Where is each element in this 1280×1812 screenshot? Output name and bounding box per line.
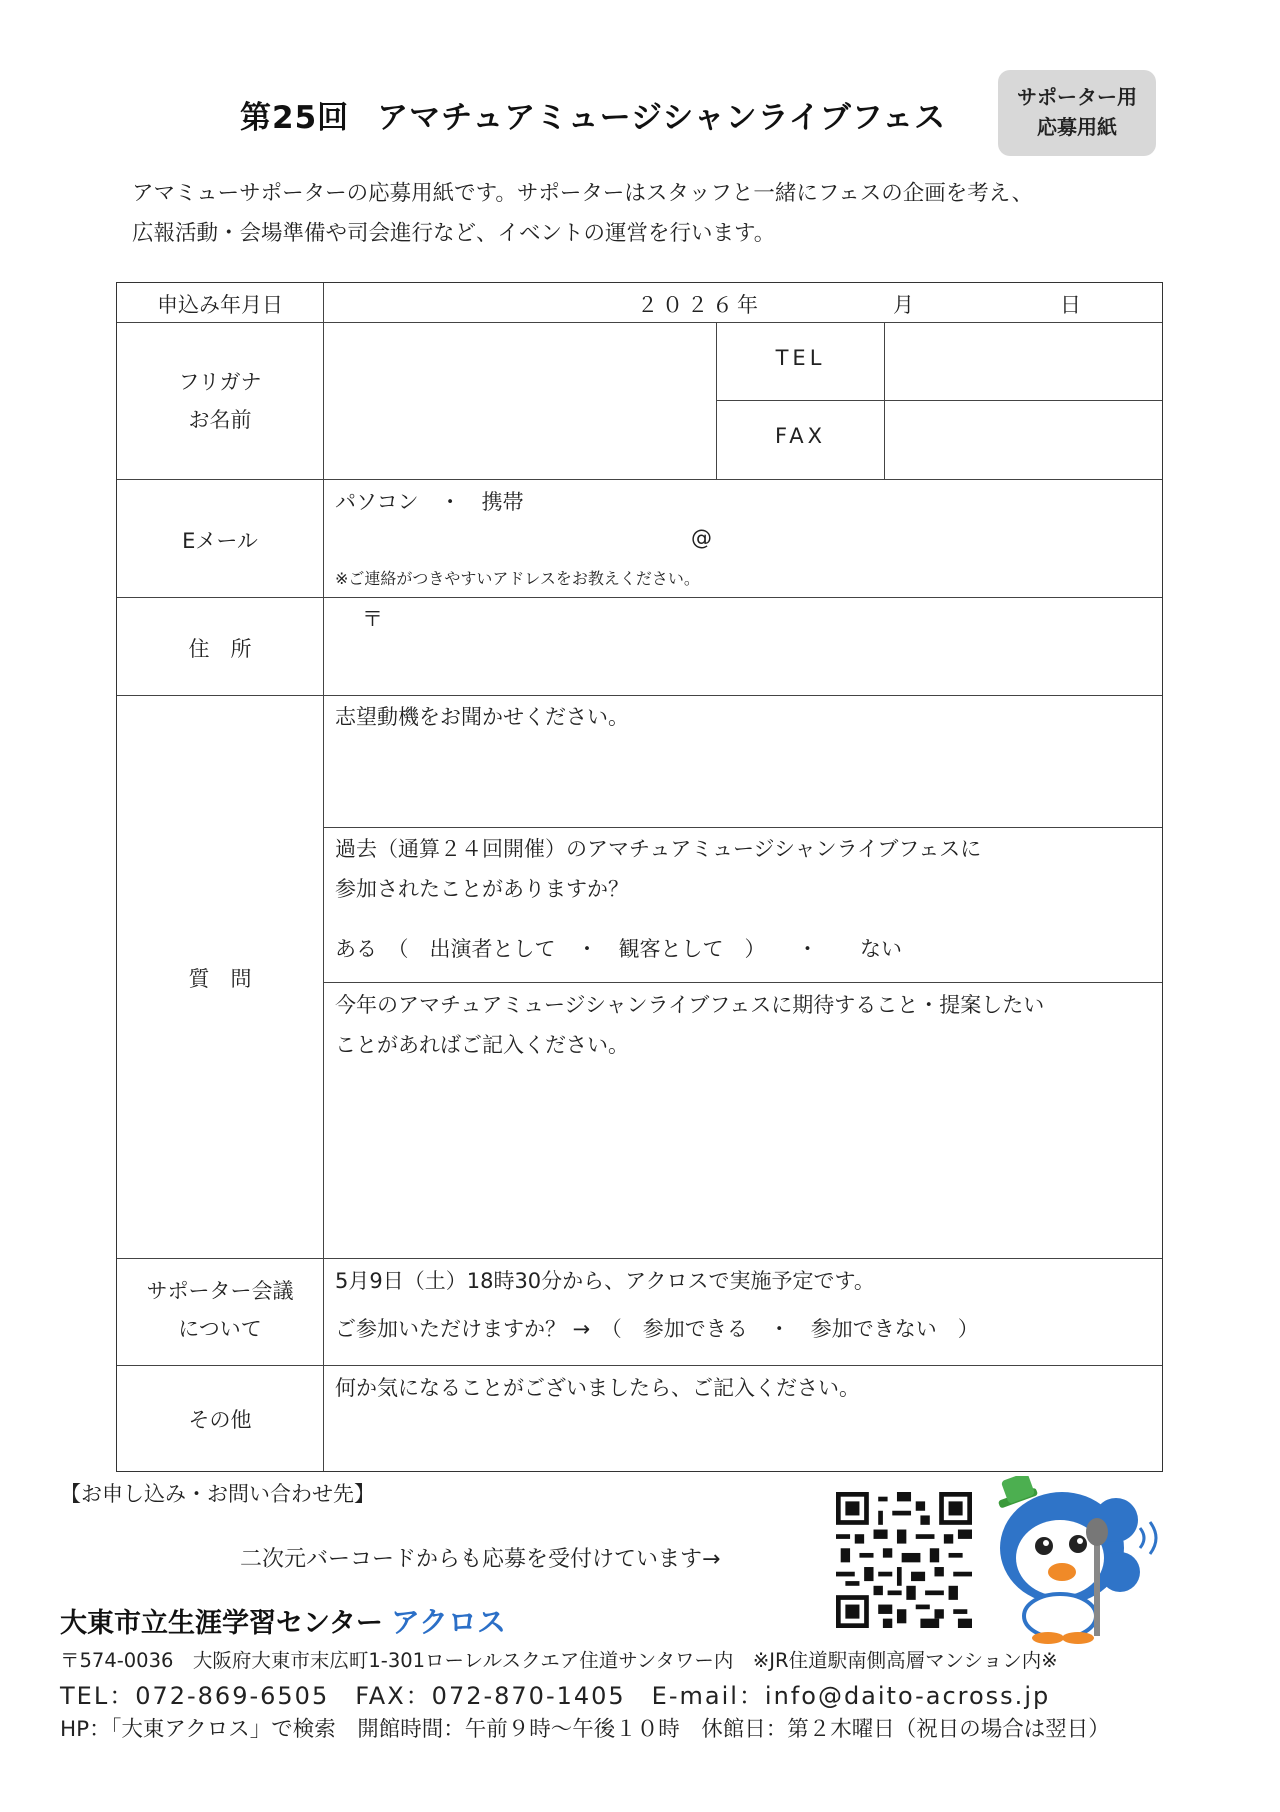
row-divider: [117, 479, 1162, 480]
row-divider: [117, 695, 1162, 696]
question-past-participation-line-2: 参加されたことがありますか？: [335, 877, 629, 901]
other-label: その他: [188, 1408, 252, 1432]
meeting-label-line-1: サポーター会議: [146, 1279, 294, 1303]
meeting-label-line-2: について: [178, 1317, 262, 1341]
furigana-label: フリガナ: [178, 370, 262, 394]
name-field[interactable]: [324, 323, 715, 478]
row-divider: [323, 982, 1162, 983]
title-edition: 第25回: [240, 100, 350, 136]
contact-line: TEL：072-869-6505 FAX：072-870-1405 E-mail：info@daito-across.jp: [60, 1682, 1051, 1710]
badge-line-1: サポーター用: [1017, 85, 1137, 109]
meeting-attendance-options[interactable]: ご参加いただけますか？ → （ 参加できる ・ 参加できない ）: [335, 1317, 979, 1341]
org-name-text: 大東市立生涯学習センター: [60, 1608, 383, 1639]
row-divider: [117, 1365, 1162, 1366]
past-participation-options[interactable]: ある （ 出演者として ・ 観客として ） ・ ない: [335, 937, 902, 961]
date-day: 日: [1060, 293, 1081, 317]
question-expectations-line-2: ことがあればご記入ください。: [335, 1033, 629, 1057]
intro-line-2: 広報活動・会場準備や司会進行など、イベントの運営を行います。: [132, 221, 776, 246]
hours-line: HP：「大東アクロス」で検索 開館時間：午前９時～午後１０時 休館日：第２木曜日（祝日の場合は翌日）: [60, 1717, 1110, 1742]
address-line: 〒574-0036 大阪府大東市末広町1-301ローレルスクエア住道サンタワー内 ※JR住道駅南側高層マンション内※: [60, 1649, 1058, 1672]
intro-text: [132, 174, 1033, 254]
date-year: ２０２６年: [637, 293, 762, 317]
email-label: Eメール: [182, 529, 258, 553]
question-motivation: 志望動機をお聞かせください。: [335, 705, 629, 729]
fax-field[interactable]: [885, 401, 1162, 478]
qr-note: 二次元バーコードからも応募を受付けています→: [240, 1547, 721, 1572]
name-label: お名前: [188, 408, 252, 432]
page-title: [240, 92, 946, 137]
row-divider: [117, 597, 1162, 598]
tel-field[interactable]: [885, 323, 1162, 399]
qr-code-icon[interactable]: [836, 1492, 972, 1628]
date-month: 月: [893, 293, 914, 317]
questions-label: 質 問: [188, 967, 252, 991]
badge-line-2: 応募用紙: [1037, 115, 1117, 139]
application-form: [116, 282, 1163, 1472]
contact-heading: 【お申し込み・お問い合わせ先】: [60, 1482, 375, 1506]
email-type-options[interactable]: パソコン ・ 携帯: [335, 490, 524, 514]
other-note: 何か気になることがございましたら、ご記入ください。: [335, 1376, 860, 1400]
row-divider: [117, 1258, 1162, 1259]
fax-label: FAX: [775, 424, 826, 448]
organization-name: [60, 1600, 506, 1641]
date-label: 申込み年月日: [157, 293, 283, 317]
org-brand-logo: アクロス: [390, 1605, 507, 1639]
tel-label: TEL: [775, 346, 826, 370]
question-expectations-line-1: 今年のアマチュアミュージシャンライブフェスに期待すること・提案したい: [335, 993, 1045, 1017]
postal-mark: 〒: [362, 607, 383, 631]
address-label: 住 所: [188, 637, 252, 661]
question-past-participation-line-1: 過去（通算２４回開催）のアマチュアミュージシャンライブフェスに: [335, 837, 982, 861]
email-at-sign: @: [691, 526, 712, 550]
meeting-schedule: 5月9日（土）18時30分から、アクロスで実施予定です。: [335, 1269, 875, 1293]
email-note: ※ご連絡がつきやすいアドレスをお教えください。: [335, 569, 700, 588]
mascot-character-icon: [990, 1476, 1180, 1646]
title-event-name: アマチュアミュージシャンライブフェス: [377, 100, 947, 136]
supporter-badge: [998, 70, 1156, 156]
intro-line-1: アマミューサポーターの応募用紙です。サポーターはスタッフと一緒にフェスの企画を考え、: [132, 181, 1034, 206]
row-divider: [323, 827, 1162, 828]
